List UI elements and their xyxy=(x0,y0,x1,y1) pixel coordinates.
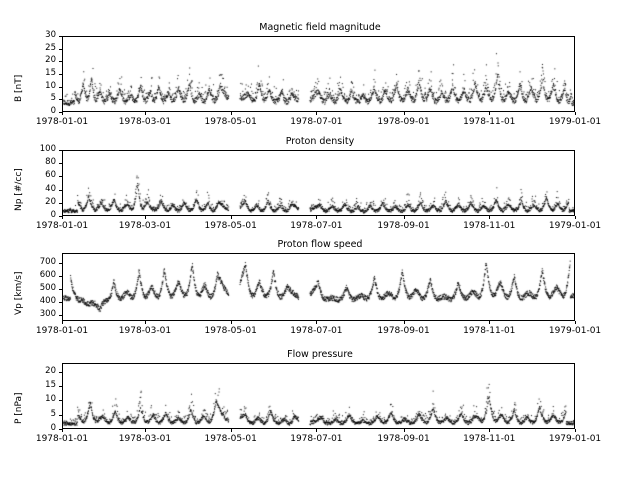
x-tick-label: 1979-01-01 xyxy=(548,434,602,444)
y-tick-label: 400 xyxy=(39,295,56,306)
y-tick-label: 20 xyxy=(45,196,56,207)
y-axis-label-4: P [nPa] xyxy=(14,392,24,424)
x-tick-label: 1979-01-01 xyxy=(548,221,602,231)
x-tick-label: 1978-05-01 xyxy=(204,326,257,336)
y-tick-label: 40 xyxy=(45,183,56,194)
x-tick-mark xyxy=(231,429,232,432)
x-tick-label: 1978-07-01 xyxy=(290,326,343,336)
chart-title-3: Proton flow speed xyxy=(277,239,363,250)
x-tick-label: 1978-11-01 xyxy=(463,221,516,231)
x-tick-label: 1978-11-01 xyxy=(463,326,516,336)
y-tick-label: 500 xyxy=(39,282,56,293)
x-tick-label: 1978-03-01 xyxy=(118,221,172,231)
x-tick-label: 1978-05-01 xyxy=(204,221,257,231)
y-axis-label-1: B [nT] xyxy=(14,74,24,102)
x-tick-mark xyxy=(489,429,490,432)
x-tick-mark xyxy=(404,429,405,432)
x-tick-label: 1978-01-01 xyxy=(35,221,89,231)
y-axis-label-2: Np [#/cc] xyxy=(14,168,24,211)
x-tick-label: 1978-11-01 xyxy=(463,117,516,127)
y-tick-label: 0 xyxy=(50,423,56,433)
y-tick-label: 0 xyxy=(50,210,56,220)
y-axis-label-3: Vp [km/s] xyxy=(14,271,24,315)
y-tick-label: 5 xyxy=(50,408,56,419)
y-tick-label: 15 xyxy=(45,379,56,390)
y-tick-label: 25 xyxy=(45,42,56,53)
x-tick-label: 1978-01-01 xyxy=(35,434,89,444)
y-tick-mark xyxy=(59,386,62,387)
y-tick-mark xyxy=(59,400,62,401)
x-tick-label: 1978-09-01 xyxy=(377,221,430,231)
x-tick-label: 1979-01-01 xyxy=(548,326,602,336)
x-tick-label: 1978-01-01 xyxy=(35,117,89,127)
y-tick-mark xyxy=(59,415,62,416)
x-tick-label: 1978-07-01 xyxy=(290,117,343,127)
y-tick-label: 5 xyxy=(50,93,56,104)
x-tick-mark xyxy=(575,429,576,432)
x-tick-label: 1978-11-01 xyxy=(463,434,516,444)
y-tick-label: 0 xyxy=(50,106,56,116)
x-tick-label: 1978-07-01 xyxy=(290,221,343,231)
y-tick-label: 60 xyxy=(45,170,56,181)
y-tick-label: 10 xyxy=(45,394,56,405)
x-tick-label: 1979-01-01 xyxy=(548,117,602,127)
y-tick-label: 10 xyxy=(45,80,56,91)
y-tick-mark xyxy=(59,372,62,373)
x-tick-label: 1978-03-01 xyxy=(118,434,172,444)
chart-title-4: Flow pressure xyxy=(287,349,353,360)
x-tick-label: 1978-05-01 xyxy=(204,117,257,127)
x-tick-mark xyxy=(316,429,317,432)
y-tick-label: 15 xyxy=(45,68,56,78)
y-tick-label: 20 xyxy=(45,55,56,66)
y-tick-label: 100 xyxy=(39,144,56,154)
chart-title-1: Magnetic field magnitude xyxy=(259,22,381,33)
y-tick-label: 700 xyxy=(39,257,56,268)
y-tick-label: 30 xyxy=(45,30,56,40)
x-tick-label: 1978-07-01 xyxy=(290,434,343,444)
chart-title-2: Proton density xyxy=(285,136,355,147)
y-tick-label: 80 xyxy=(45,157,56,168)
x-tick-label: 1978-09-01 xyxy=(377,326,430,336)
x-tick-label: 1978-09-01 xyxy=(377,434,430,444)
x-tick-mark xyxy=(62,429,63,432)
x-tick-label: 1978-09-01 xyxy=(377,117,430,127)
y-tick-label: 600 xyxy=(39,270,56,281)
scatter-series-4 xyxy=(63,364,574,428)
plot-area-4 xyxy=(62,363,575,429)
x-tick-label: 1978-05-01 xyxy=(204,434,257,444)
x-tick-label: 1978-03-01 xyxy=(118,326,172,336)
x-tick-label: 1978-03-01 xyxy=(118,117,172,127)
y-tick-label: 20 xyxy=(45,365,56,376)
x-tick-mark xyxy=(145,429,146,432)
y-tick-label: 300 xyxy=(39,308,56,319)
x-tick-label: 1978-01-01 xyxy=(35,326,89,336)
